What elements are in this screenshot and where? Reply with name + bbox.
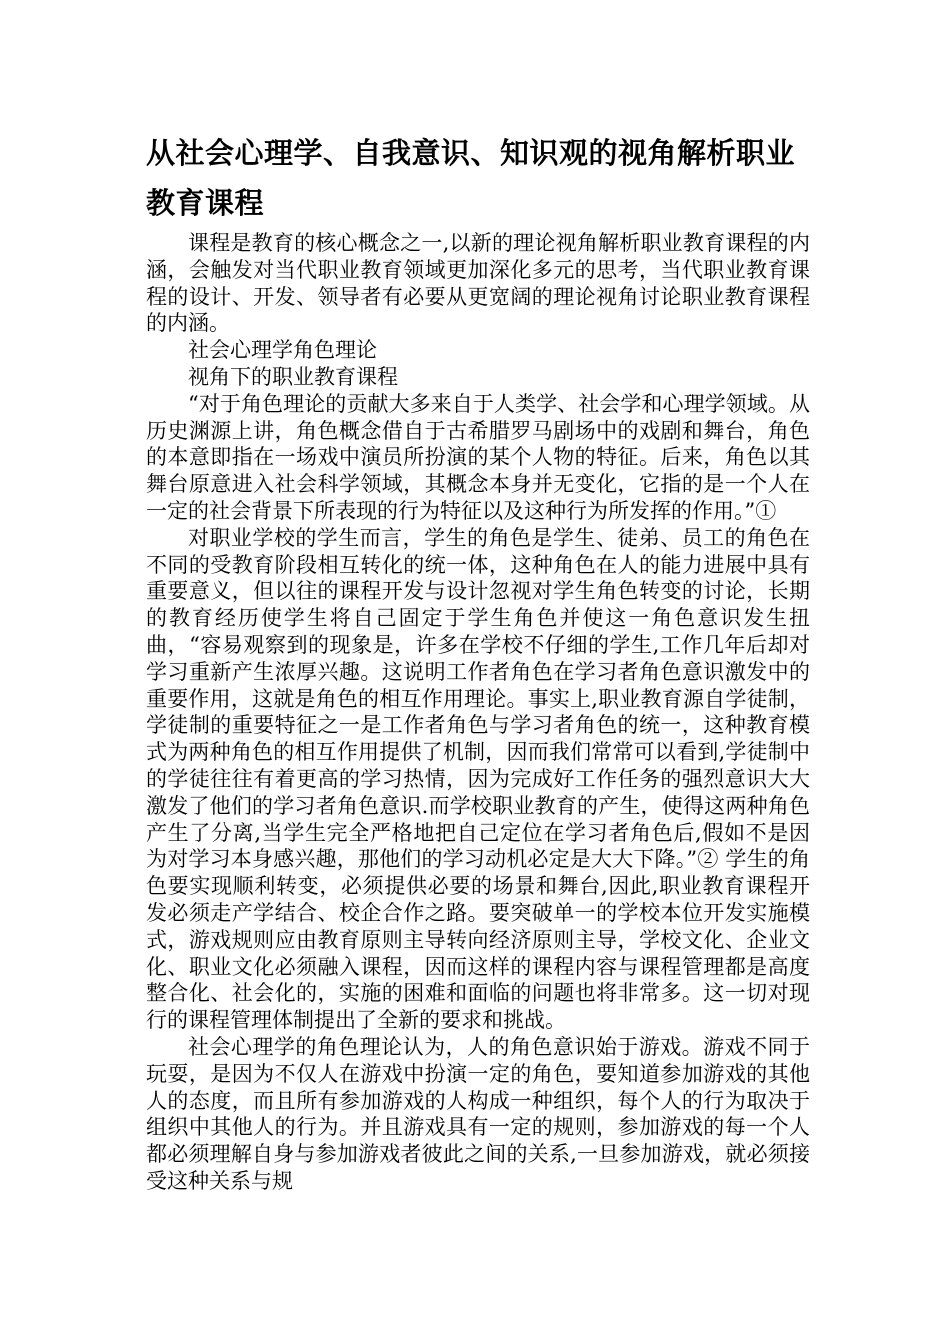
paragraph-student-role: 对职业学校的学生而言，学生的角色是学生、徒弟、员工的角色在不同的受教育阶段相互转化的统一体，这种角色在人的能力进展中具有重要意义，但以往的课程开发与设计忽视对学生角色转变的讨论，长期的教育经历使学生将自己固定于学生角色并使这一角色意识发生扭曲，“容易观察到的现象是，许多在学校不仔细的学生,工作几年后却对学习重新产生浓厚兴趣。这说明工作者角色在学习者角色意识激发中的重要作用，这就是角色的相互作用理论。事实上,职业教育源自学徒制，学徒制的重要特征之一是工作者角色与学习者角色的统一，这种教育模式为两种角色的相互作用提供了机制，因而我们常常可以看到,学徒制中的学徒往往有着更高的学习热情，因为完成好工作任务的强烈意识大大激发了他们的学习者角色意识.而学校职业教育的产生，使得这两种角色产生了分离,当学生完全严格地把自己定位在学习者角色后,假如不是因为对学习本身感兴趣，那他们的学习动机必定是大大下降。”② 学生的角色要实现顺利转变，必须提供必要的场景和舞台,因此,职业教育课程开发必须走产学结合、校企合作之路。要突破单一的学校本位开发实施模式，游戏规则应由教育原则主导转向经济原则主导，学校文化、企业文化、职业文化必须融入课程，因而这样的课程内容与课程管理都是高度整合化、社会化的，实施的困难和面临的问题也将非常多。这一切对现行的课程管理体制提出了全新的要求和挑战。 — [146, 525, 810, 1033]
paragraph-quote: “对于角色理论的贡献大多来自于人类学、社会学和心理学领域。从历史渊源上讲，角色概念借自于古希腊罗马剧场中的戏剧和舞台，角色的本意即指在一场戏中演员所扮演的某个人物的特征。后来，角色以其舞台原意进入社会科学领域，其概念本身并无变化，它指的是一个人在一定的社会背景下所表现的行为特征以及这种行为所发挥的作用。”① — [146, 391, 810, 523]
document-page — [146, 128, 810, 1195]
section-heading-line-2: 视角下的职业教育课程 — [188, 364, 398, 389]
paragraph-game-theory: 社会心理学的角色理论认为，人的角色意识始于游戏。游戏不同于玩耍，是因为不仅人在游戏中扮演一定的角色，要知道参加游戏的其他人的态度，而且所有参加游戏的人构成一种组织，每个人的行为取决于组织中其他人的行为。并且游戏具有一定的规则，参加游戏的每一个人都必须理解自身与参加游戏者彼此之间的关系,一旦参加游戏，就必须接受这种关系与规 — [146, 1034, 810, 1193]
document-title: 从社会心理学、自我意识、知识观的视角解析职业教育课程 — [146, 136, 796, 220]
paragraph-intro: 课程是教育的核心概念之一,以新的理论视角解析职业教育课程的内涵，会触发对当代职业教育领域更加深化多元的思考，当代职业教育课程的设计、开发、领导者有必要从更宽阔的理论视角讨论职业教育课程的内涵。 — [146, 231, 810, 336]
section-heading-line-1: 社会心理学角色理论 — [188, 338, 377, 363]
